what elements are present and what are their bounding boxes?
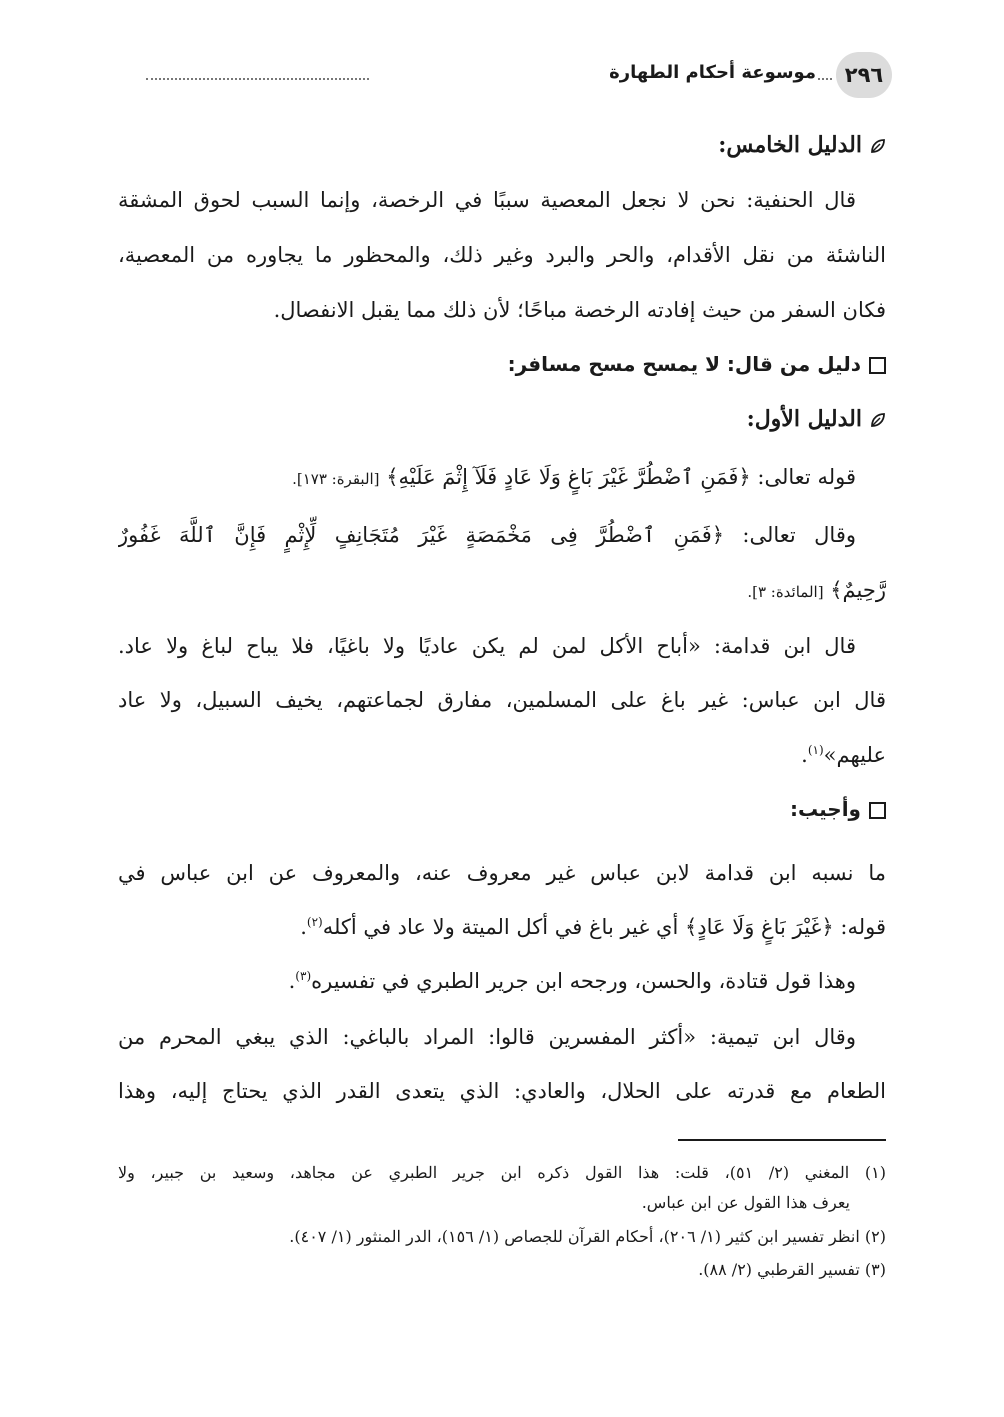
footnote-1-cont: يعرف هذا القول عن ابن عباس. xyxy=(641,1193,850,1212)
verse-text: رَّحِيمٌ﴾ xyxy=(830,578,886,602)
heading-answer xyxy=(118,787,886,831)
footnote-ref: (١) xyxy=(807,743,824,757)
footnote-2: (٢) انظر تفسير ابن كثير (١/ ٢٠٦)، أحكام القرآن للجصاص (١/ ١٥٦)، الدر المنثور (١/ ٤٠٧). xyxy=(289,1227,886,1246)
paragraph-line: الطعام مع قدرته على الحلال، والعادي: الذي يتعدى القدر الذي يحتاج إليه، وهذا xyxy=(118,1079,886,1103)
leaf-ornament-icon xyxy=(870,412,886,428)
footnote-ref: (٢) xyxy=(306,915,323,929)
paragraph-line: قال الحنفية: نحن لا نجعل المعصية سببًا في الرخصة، وإنما السبب لحوق المشقة xyxy=(118,188,856,212)
verse-reference: [المائدة: ٣]. xyxy=(747,583,824,601)
text: قوله: ﴿غَيْرَ بَاغٍ وَلَا عَادٍ﴾ أي غير باغ في أكل الميتة ولا عاد في أكله xyxy=(322,915,886,939)
footnote-1: (١) المغني (٢/ ٥١)، قلت: هذا القول ذكره ابن جرير الطبري عن مجاهد، وسعيد بن جبير، ولا xyxy=(118,1163,886,1182)
text: . xyxy=(288,969,296,993)
square-bullet-icon xyxy=(869,802,886,819)
heading-first-evidence xyxy=(118,397,886,441)
paragraph-line: قال ابن عباس: غير باغ على المسلمين، مفارق لجماعتهم، يخيف السبيل، ولا عاد xyxy=(118,688,886,712)
quran-verse-line xyxy=(118,455,886,499)
heading-text: الدليل الأول: xyxy=(746,406,862,432)
paragraph-line xyxy=(118,905,886,949)
text: . xyxy=(801,743,808,767)
leaf-ornament-icon xyxy=(870,138,886,154)
paragraph-line: قال ابن قدامة: «أباح الأكل لمن لم يكن عاديًا ولا باغيًا، فلا يباح لباغ ولا عاد. xyxy=(118,634,856,658)
heading-text: دليل من قال: لا يمسح مسح مسافر: xyxy=(507,352,861,376)
footnote-3: (٣) تفسير القرطبي (٢/ ٨٨). xyxy=(698,1260,886,1279)
paragraph-line: وقال ابن تيمية: «أكثر المفسرين قالوا: المراد بالباغي: الذي يبغي المحرم من xyxy=(118,1025,856,1049)
heading-text: وأجيب: xyxy=(789,797,861,821)
verse-reference: [البقرة: ١٧٣]. xyxy=(292,470,380,488)
page-header xyxy=(140,52,892,98)
paragraph-line xyxy=(118,959,886,1003)
square-bullet-icon xyxy=(869,357,886,374)
paragraph-line: ما نسبه ابن قدامة لابن عباس غير معروف عنه، والمعروف عن ابن عباس في xyxy=(118,861,886,885)
header-dots-right xyxy=(818,78,832,80)
verse-text: قوله تعالى: ﴿فَمَنِ ٱضْطُرَّ غَيْرَ بَاغٍ وَلَا عَادٍ فَلَآ إِثْمَ عَلَيْهِ﴾ xyxy=(386,465,856,489)
footnote-separator xyxy=(678,1139,886,1141)
heading-evidence-no-wipe xyxy=(118,342,886,386)
page-number: ٢٩٦ xyxy=(836,52,892,98)
paragraph-line xyxy=(118,733,886,777)
footnote-ref: (٣) xyxy=(295,969,312,983)
text: . xyxy=(300,915,307,939)
quran-verse-line: وقال تعالى: ﴿فَمَنِ ٱضْطُرَّ فِى مَخْمَصَةٍ غَيْرَ مُتَجَانِفٍ لِّإِثْمٍ فَإِنَّ ٱللَّهَ غَفُورٌ xyxy=(118,523,856,547)
heading-fifth-evidence xyxy=(118,123,886,167)
text: عليهم» xyxy=(823,743,886,767)
paragraph-line: فكان السفر من حيث إفادته الرخصة مباحًا؛ لأن ذلك مما يقبل الانفصال. xyxy=(273,298,886,322)
paragraph-line: الناشئة من نقل الأقدام، والحر والبرد وغير ذلك، والمحظور ما يجاوره من المعصية، xyxy=(118,243,886,267)
quran-verse-line xyxy=(118,568,886,612)
text: وهذا قول قتادة، والحسن، ورجحه ابن جرير الطبري في تفسيره xyxy=(311,969,856,993)
header-dots-left xyxy=(146,78,369,80)
heading-text: الدليل الخامس: xyxy=(718,132,862,158)
book-title: موسوعة أحكام الطهارة xyxy=(609,62,816,83)
